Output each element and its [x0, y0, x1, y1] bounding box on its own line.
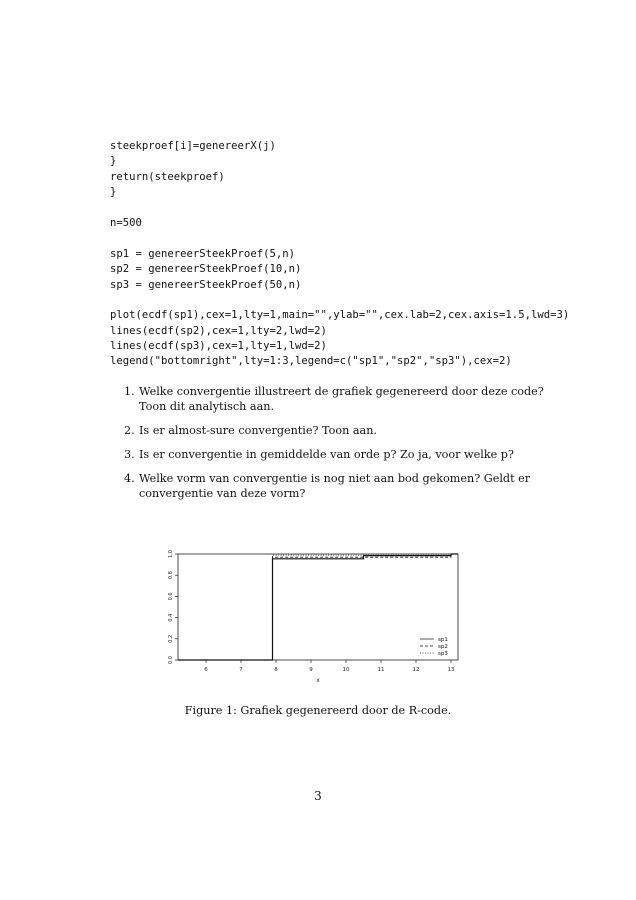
question-list [124, 384, 544, 510]
question-text: Welke convergentie illustreert de grafiek gegenereerd door deze code? Toon dit analytisch aan. [139, 385, 544, 413]
code-line: sp2 = genereerSteekProef(10,n) [110, 263, 302, 276]
x-axis-label: x [316, 677, 320, 684]
x-tick-label: 7 [239, 667, 243, 673]
series-line-sp3 [178, 554, 458, 660]
code-line [110, 231, 569, 246]
x-tick-label: 12 [412, 667, 420, 673]
legend-label: sp3 [438, 651, 448, 657]
question-item [124, 447, 544, 462]
y-tick-label: 0.0 [168, 656, 174, 664]
code-line: plot(ecdf(sp1),cex=1,lty=1,main="",ylab="",cex.lab=2,cex.axis=1.5,lwd=3) [110, 309, 570, 322]
legend-label: sp2 [438, 644, 448, 650]
ecdf-chart [166, 548, 466, 688]
question-text: Welke vorm van convergentie is nog niet aan bod gekomen? Geldt er convergentie van deze vorm? [139, 472, 531, 500]
x-tick-label: 13 [447, 667, 455, 673]
question-number: 2. [124, 424, 135, 437]
y-tick-label: 0.6 [168, 592, 174, 601]
code-line: steekproef[i]=genereerX(j) [110, 140, 276, 152]
figure-caption: Figure 1: Grafiek gegenereerd door de R-code. [184, 704, 452, 717]
question-text: Is er almost-sure convergentie? Toon aan. [139, 424, 377, 437]
x-tick-label: 8 [274, 667, 278, 673]
y-tick-label: 0.8 [168, 571, 174, 580]
x-tick-label: 10 [342, 667, 350, 673]
y-tick-label: 0.4 [168, 613, 174, 622]
code-line: return(steekproef) [110, 170, 225, 183]
code-line: } [110, 186, 117, 199]
code-line: lines(ecdf(sp2),cex=1,lty=2,lwd=2) [110, 324, 327, 337]
question-item [124, 471, 544, 501]
question-number: 4. [124, 472, 135, 485]
x-tick-label: 11 [377, 667, 385, 673]
question-item [124, 384, 544, 414]
x-tick-label: 9 [309, 667, 313, 673]
question-text: Is er convergentie in gemiddelde van orde p? Zo ja, voor welke p? [139, 448, 514, 461]
legend-box [418, 633, 456, 657]
y-tick-label: 0.2 [168, 634, 174, 643]
plot-frame [178, 554, 458, 660]
code-line: sp1 = genereerSteekProef(5,n) [110, 247, 295, 260]
series-line-sp1 [178, 554, 458, 660]
series-line-sp2 [178, 554, 458, 660]
code-line: legend("bottomright",lty=1:3,legend=c("sp1","sp2","sp3"),cex=2) [110, 355, 512, 368]
question-item [124, 423, 544, 438]
code-line: } [110, 155, 117, 168]
question-number: 1. [124, 385, 135, 398]
code-line: n=500 [110, 216, 142, 229]
code-line: sp3 = genereerSteekProef(50,n) [110, 278, 302, 291]
y-tick-label: 1.0 [168, 550, 174, 558]
r-code-block [110, 139, 569, 370]
code-line [110, 293, 569, 308]
legend-label: sp1 [438, 637, 448, 643]
x-tick-label: 6 [204, 667, 208, 673]
page-number: 3 [314, 789, 322, 803]
code-line: lines(ecdf(sp3),cex=1,lty=1,lwd=2) [110, 340, 327, 353]
code-line [110, 201, 569, 216]
question-number: 3. [124, 448, 135, 461]
